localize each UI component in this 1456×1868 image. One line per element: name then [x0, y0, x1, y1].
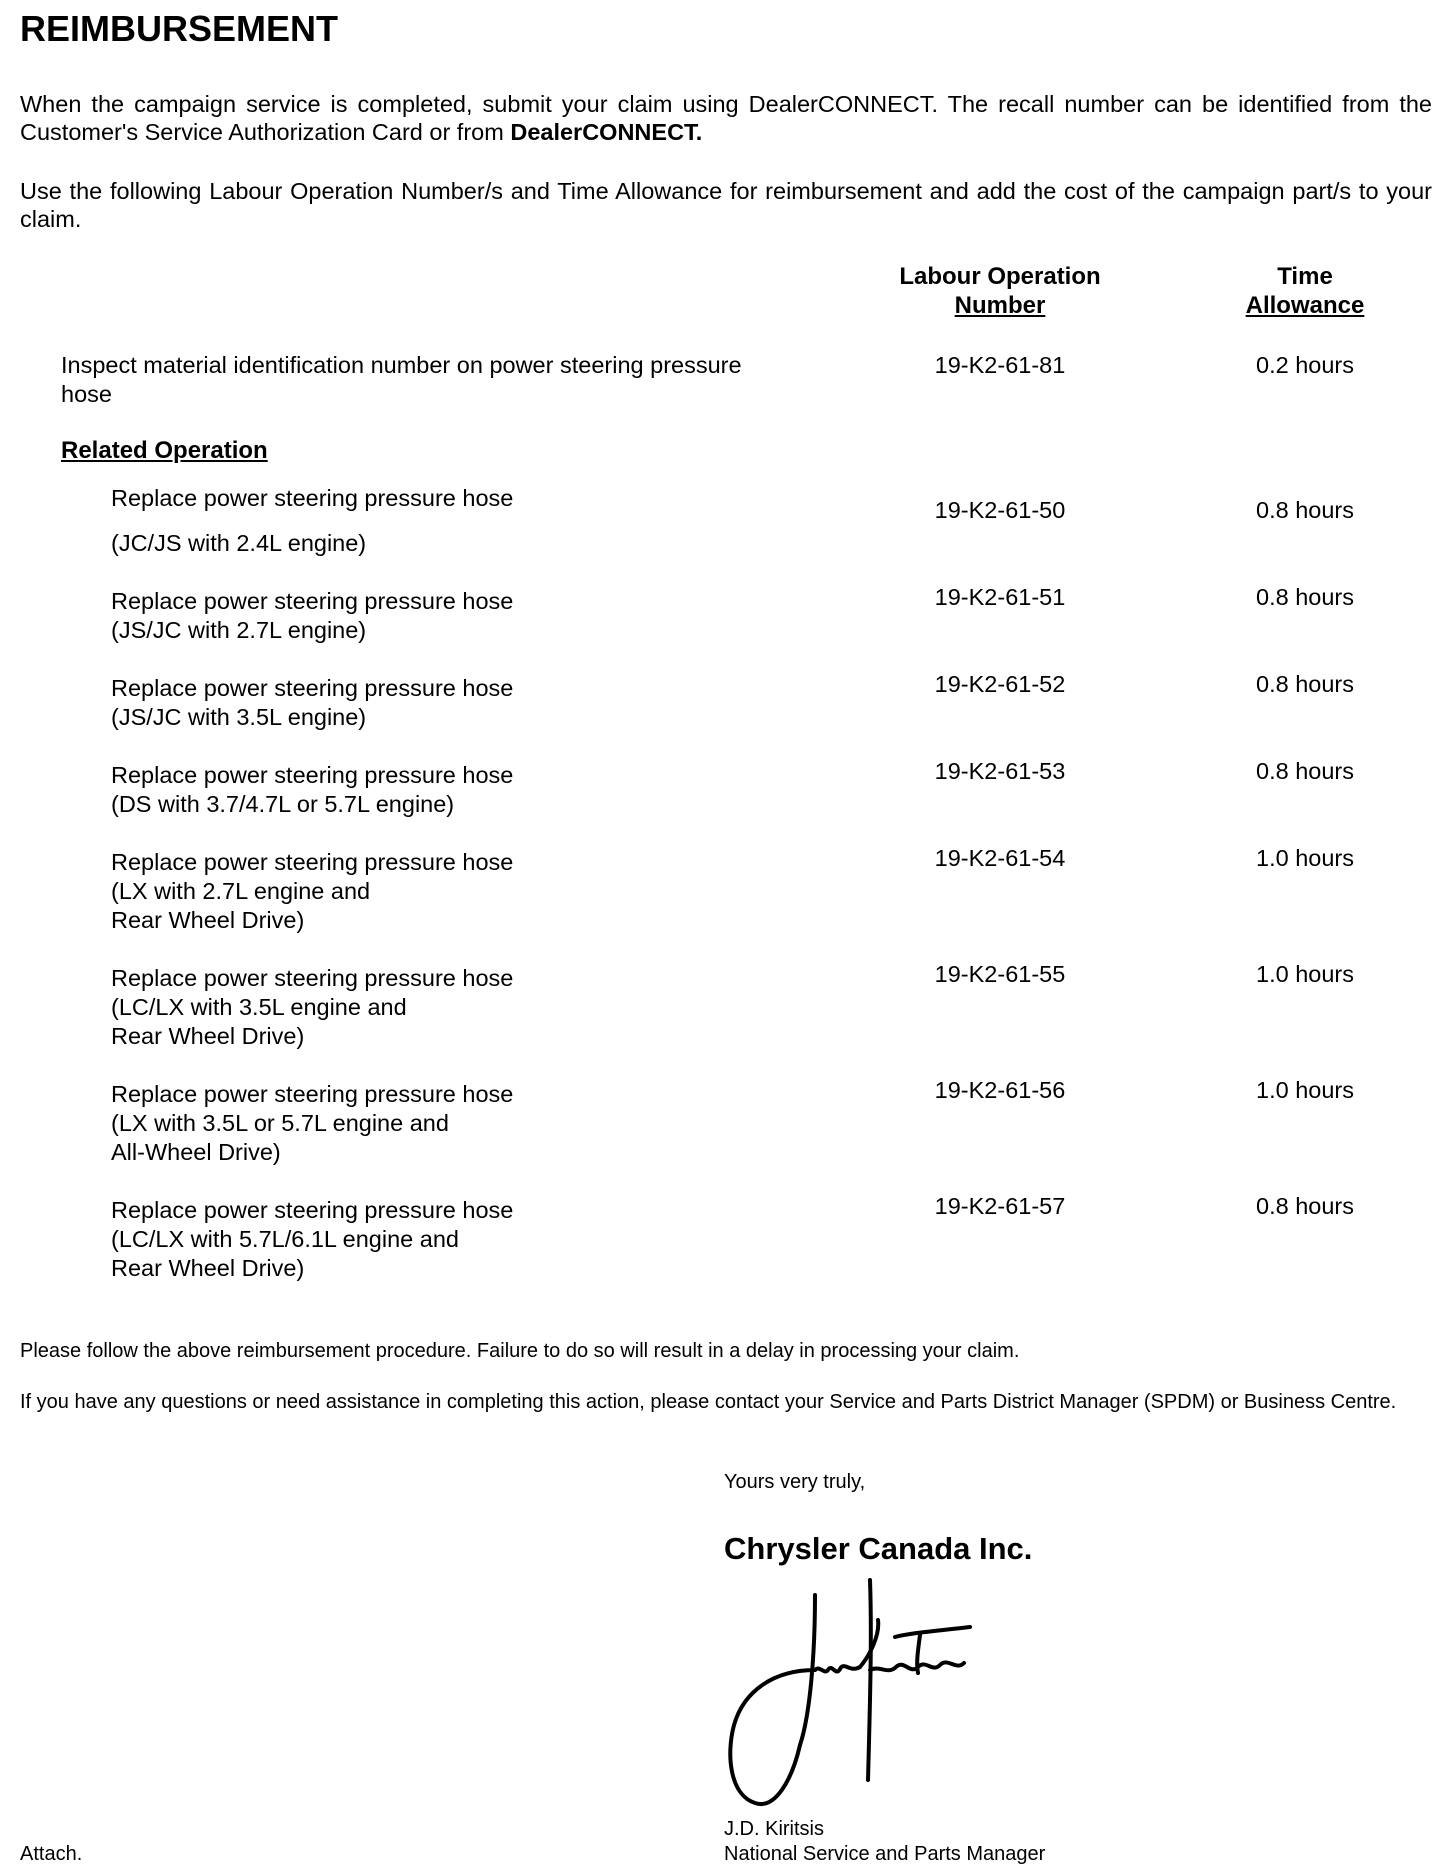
related-row-description: [111, 674, 731, 732]
page-title: REIMBURSEMENT: [20, 8, 339, 49]
related-row-time: 0.8 hours: [1256, 671, 1354, 697]
time-allowance-header-line1: Time: [1277, 263, 1333, 290]
related-row-line3: All-Wheel Drive): [111, 1139, 281, 1165]
related-row-line1: Replace power steering pressure hose: [111, 1197, 514, 1223]
related-row-description: [111, 761, 731, 819]
related-row-line1: Replace power steering pressure hose: [111, 1081, 514, 1107]
company-name: Chrysler Canada Inc.: [724, 1531, 1033, 1566]
related-row-description: [111, 1080, 731, 1167]
related-row-time: 0.8 hours: [1256, 758, 1354, 784]
related-row-line1: Replace power steering pressure hose: [111, 965, 514, 991]
intro-bold-dealerconnect: DealerCONNECT.: [510, 119, 703, 145]
related-row-line1: Replace power steering pressure hose: [111, 849, 514, 875]
intro-paragraph: [20, 90, 1432, 146]
related-row-line2: (JC/JS with 2.4L engine): [111, 530, 367, 556]
related-row-line2: (LX with 3.5L or 5.7L engine and: [111, 1110, 449, 1136]
related-row-line1: Replace power steering pressure hose: [111, 588, 514, 614]
labour-operation-header-line1: Labour Operation: [899, 263, 1101, 290]
signature-image: [720, 1575, 990, 1825]
main-operation-line2: hose: [61, 381, 112, 407]
related-row-op-number: 19-K2-61-53: [934, 758, 1066, 784]
related-row-line2: (LX with 2.7L engine and: [111, 878, 371, 904]
related-row-line3: Rear Wheel Drive): [111, 1255, 305, 1281]
related-row-line2: (JS/JC with 2.7L engine): [111, 617, 367, 643]
related-row-description: [111, 587, 731, 645]
related-row-op-number: 19-K2-61-50: [934, 497, 1066, 523]
related-row-line2: (DS with 3.7/4.7L or 5.7L engine): [111, 791, 455, 817]
related-row-op-number: 19-K2-61-54: [934, 845, 1066, 871]
contact-note: If you have any questions or need assistance in completing this action, please contact your Service and Parts District Manager (SPDM) or Business Centre.: [20, 1391, 1397, 1413]
related-row-time: 1.0 hours: [1256, 1077, 1354, 1103]
attach-label: Attach.: [20, 1843, 83, 1865]
related-row-op-number: 19-K2-61-55: [934, 961, 1066, 987]
related-row-line2: (JS/JC with 3.5L engine): [111, 704, 367, 730]
related-row-op-number: 19-K2-61-52: [934, 671, 1066, 697]
main-operation-description: [61, 351, 821, 409]
intro-text: When the campaign service is completed, submit your claim using DealerCONNECT. The recall number can be identified from the Customer's Service Authorization Card or from: [20, 91, 1432, 145]
related-row-description: [111, 1196, 731, 1283]
related-row-line1: Replace power steering pressure hose: [111, 675, 514, 701]
related-row-op-number: 19-K2-61-56: [934, 1077, 1066, 1103]
related-row-line1: Replace power steering pressure hose: [111, 485, 514, 511]
main-operation-time: 0.2 hours: [1256, 352, 1354, 378]
signer-title: National Service and Parts Manager: [724, 1843, 1046, 1865]
closing-salutation: Yours very truly,: [724, 1471, 866, 1493]
labour-operation-header: [840, 262, 1160, 320]
related-row-description: [111, 484, 731, 558]
related-row-description: [111, 964, 731, 1051]
time-allowance-header: [1180, 262, 1430, 320]
related-row-line1: Replace power steering pressure hose: [111, 762, 514, 788]
related-operation-heading: Related Operation: [61, 437, 268, 464]
related-row-op-number: 19-K2-61-51: [934, 584, 1066, 610]
related-row-time: 1.0 hours: [1256, 845, 1354, 871]
related-row-line3: Rear Wheel Drive): [111, 1023, 305, 1049]
signer-name: J.D. Kiritsis: [724, 1818, 824, 1840]
main-operation-number: 19-K2-61-81: [934, 352, 1066, 378]
main-operation-line1: Inspect material identification number on power steering pressure: [61, 352, 742, 378]
related-row-time: 0.8 hours: [1256, 584, 1354, 610]
time-allowance-header-line2: Allowance: [1245, 292, 1365, 319]
related-row-op-number: 19-K2-61-57: [934, 1193, 1066, 1219]
procedure-note: Please follow the above reimbursement procedure. Failure to do so will result in a delay in processing your claim.: [20, 1340, 1020, 1362]
labour-operation-header-line2: Number: [954, 292, 1046, 319]
related-row-time: 0.8 hours: [1256, 497, 1354, 523]
related-row-line2: (LC/LX with 3.5L engine and: [111, 994, 407, 1020]
related-row-time: 0.8 hours: [1256, 1193, 1354, 1219]
related-row-description: [111, 848, 731, 935]
related-row-time: 1.0 hours: [1256, 961, 1354, 987]
related-row-line3: Rear Wheel Drive): [111, 907, 305, 933]
related-row-line2: (LC/LX with 5.7L/6.1L engine and: [111, 1226, 459, 1252]
instruction-paragraph: Use the following Labour Operation Number/s and Time Allowance for reimbursement and add the cost of the campaign part/s to your claim.: [20, 178, 1432, 232]
